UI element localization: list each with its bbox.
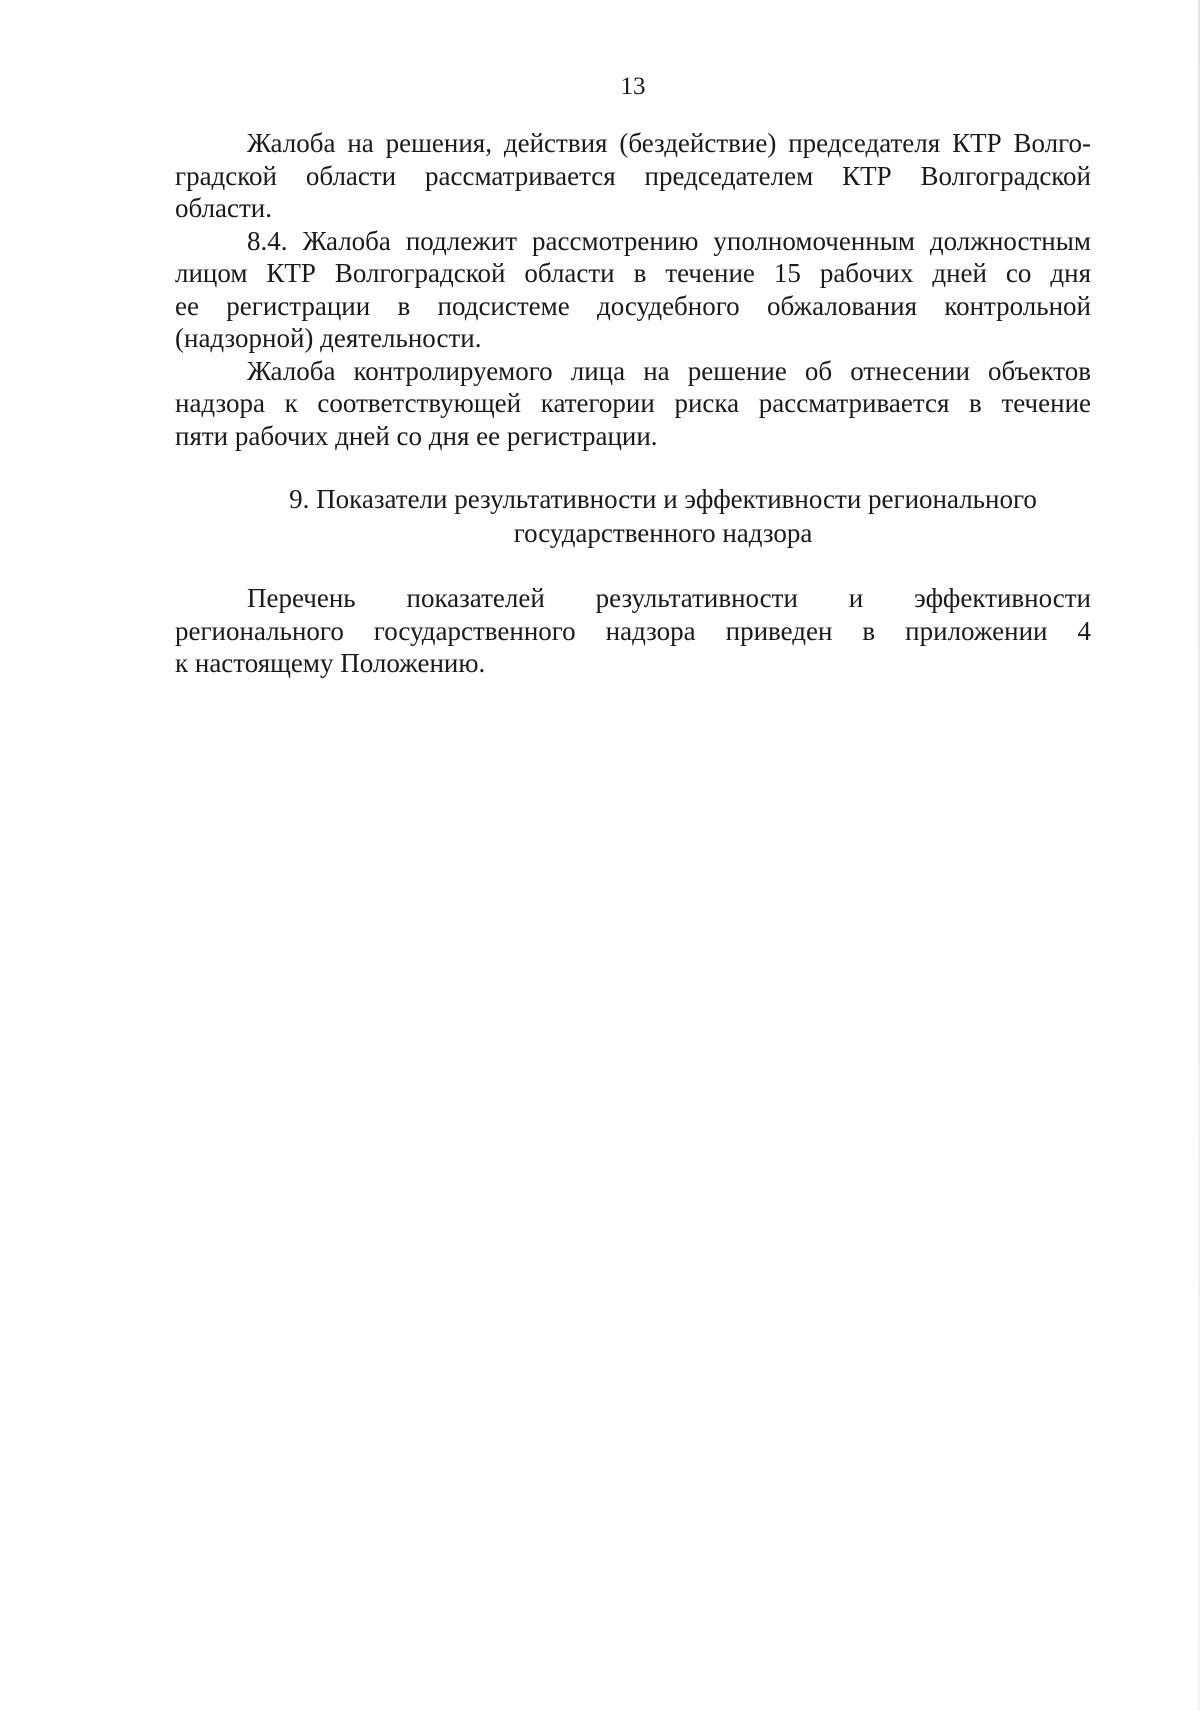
text-line: к настоящему Положению. — [175, 648, 486, 678]
text-line: надзора к соответствующей категории риска рассматривается в течение — [175, 388, 1091, 418]
document-body — [175, 127, 1091, 680]
paragraph-risk-category-complaint — [175, 355, 1091, 453]
text-line: регионального государственного надзора приведен в приложении 4 — [175, 615, 1091, 646]
paragraph-indicators-list — [175, 582, 1091, 680]
page-number: 13 — [620, 73, 646, 100]
paragraph-8-4 — [175, 225, 1091, 355]
section-heading — [175, 482, 1091, 550]
text-line: лицом КТР Волгоградской области в течение 15 рабочих дней со дня — [175, 258, 1091, 288]
text-line: области. — [175, 193, 273, 223]
text-line: Перечень показателей результативности и эффективности — [247, 583, 1091, 613]
text-line: ее регистрации в подсистеме досудебного обжалования контрольной — [175, 290, 1091, 321]
text-line: 8.4. Жалоба подлежит рассмотрению уполномоченным должностным — [247, 225, 1091, 256]
text-line: Жалоба на решения, действия (бездействие) председателя КТР Волго- — [247, 128, 1091, 158]
section-heading-line: 9. Показатели результативности и эффективности регионального — [289, 484, 1037, 514]
section-heading-line: государственного надзора — [513, 518, 813, 548]
text-line: пяти рабочих дней со дня ее регистрации. — [175, 420, 658, 451]
text-line: Жалоба контролируемого лица на решение об отнесении объектов — [247, 355, 1091, 386]
paragraph-complaint-chairman — [175, 127, 1091, 225]
text-line: градской области рассматривается председателем КТР Волгоградской — [175, 160, 1091, 191]
text-line: (надзорной) деятельности. — [175, 323, 482, 353]
